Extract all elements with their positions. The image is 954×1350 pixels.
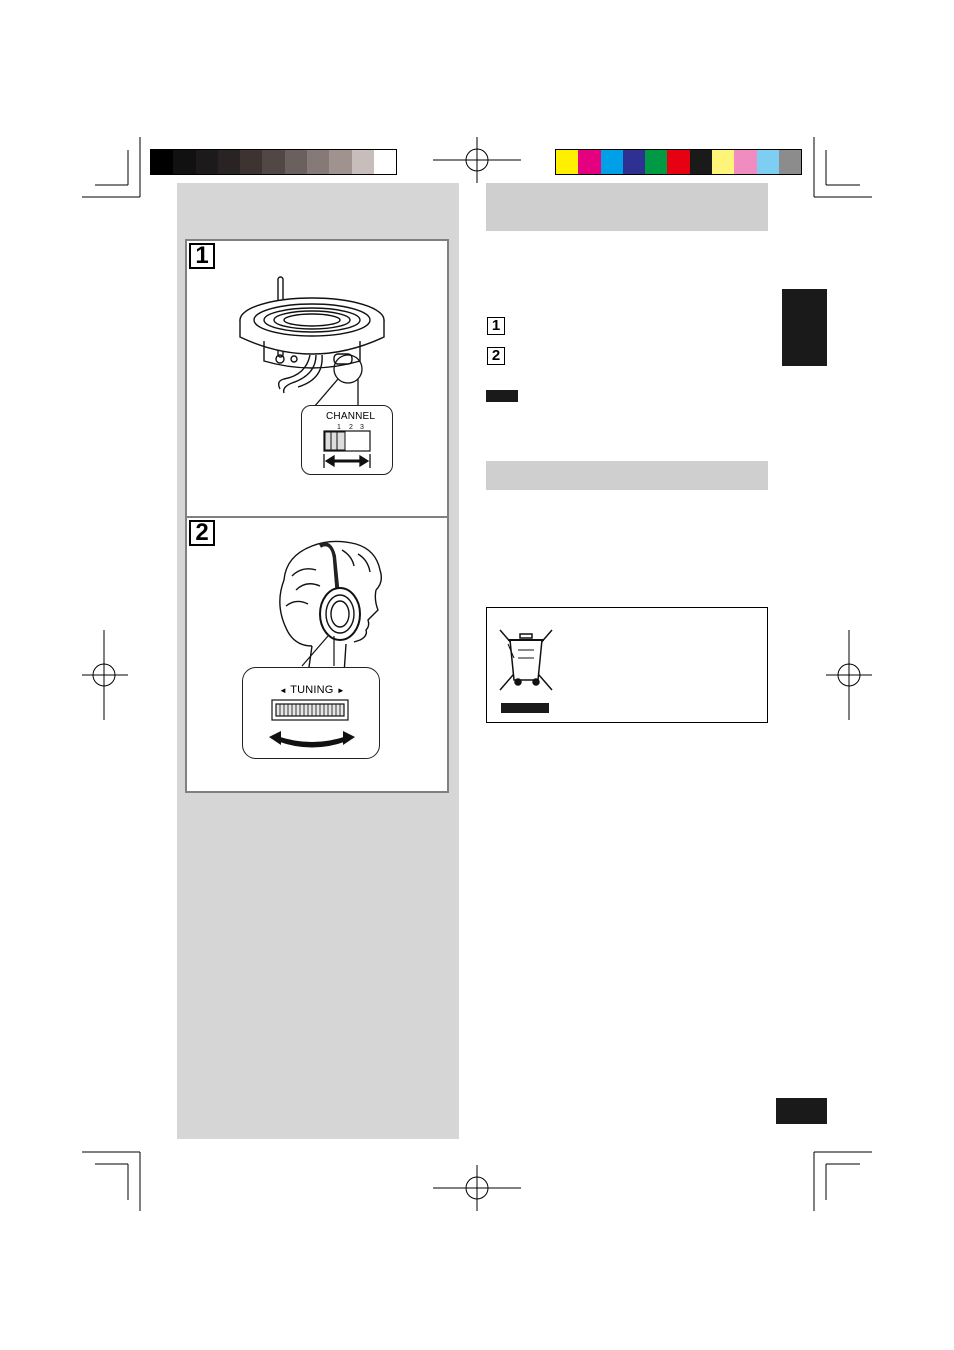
curved-arrow-icon (267, 728, 357, 752)
gray-swatch-10 (352, 150, 374, 174)
color-swatch-7 (690, 150, 712, 174)
tuning-callout (242, 667, 380, 759)
gray-calibration-bar (150, 149, 397, 175)
switch-position-2: 2 (349, 424, 353, 431)
color-swatch-11 (779, 150, 801, 174)
color-calibration-bar (555, 149, 802, 175)
switch-position-1: 1 (337, 424, 341, 431)
color-swatch-4 (623, 150, 645, 174)
color-swatch-9 (734, 150, 756, 174)
switch-position-3: 3 (360, 424, 364, 431)
gray-swatch-8 (307, 150, 329, 174)
language-tab (782, 289, 827, 366)
gray-swatch-11 (374, 150, 396, 174)
gray-swatch-3 (196, 150, 218, 174)
instruction-step-1: 1 (487, 317, 505, 335)
tuning-right-marker: ► (336, 686, 345, 695)
gray-swatch-9 (329, 150, 351, 174)
gray-swatch-1 (151, 150, 173, 174)
color-swatch-8 (712, 150, 734, 174)
channel-callout (301, 405, 393, 475)
color-swatch-5 (645, 150, 667, 174)
color-swatch-2 (578, 150, 600, 174)
gray-swatch-2 (173, 150, 195, 174)
color-swatch-6 (667, 150, 689, 174)
crossed-out-bin-icon (496, 628, 556, 692)
tuning-left-marker: ◄ (279, 686, 288, 695)
callout-pointer-2 (298, 636, 338, 666)
tuning-dial-icon (271, 699, 351, 723)
gray-swatch-4 (218, 150, 240, 174)
note-tag (486, 390, 518, 402)
section-header-band (486, 183, 768, 231)
channel-label: CHANNEL (326, 411, 376, 422)
step-number-1: 1 (189, 243, 215, 269)
gray-swatch-7 (285, 150, 307, 174)
instruction-step-2: 2 (487, 347, 505, 365)
section-subheader-band (486, 461, 768, 490)
disposal-tag (501, 703, 549, 713)
gray-swatch-5 (240, 150, 262, 174)
step-number-2: 2 (189, 520, 215, 546)
gray-swatch-6 (262, 150, 284, 174)
page-number-tab (776, 1098, 827, 1124)
color-swatch-1 (556, 150, 578, 174)
color-swatch-10 (757, 150, 779, 174)
double-arrow-icon (322, 453, 374, 469)
color-swatch-3 (601, 150, 623, 174)
tuning-label: TUNING (290, 684, 334, 696)
